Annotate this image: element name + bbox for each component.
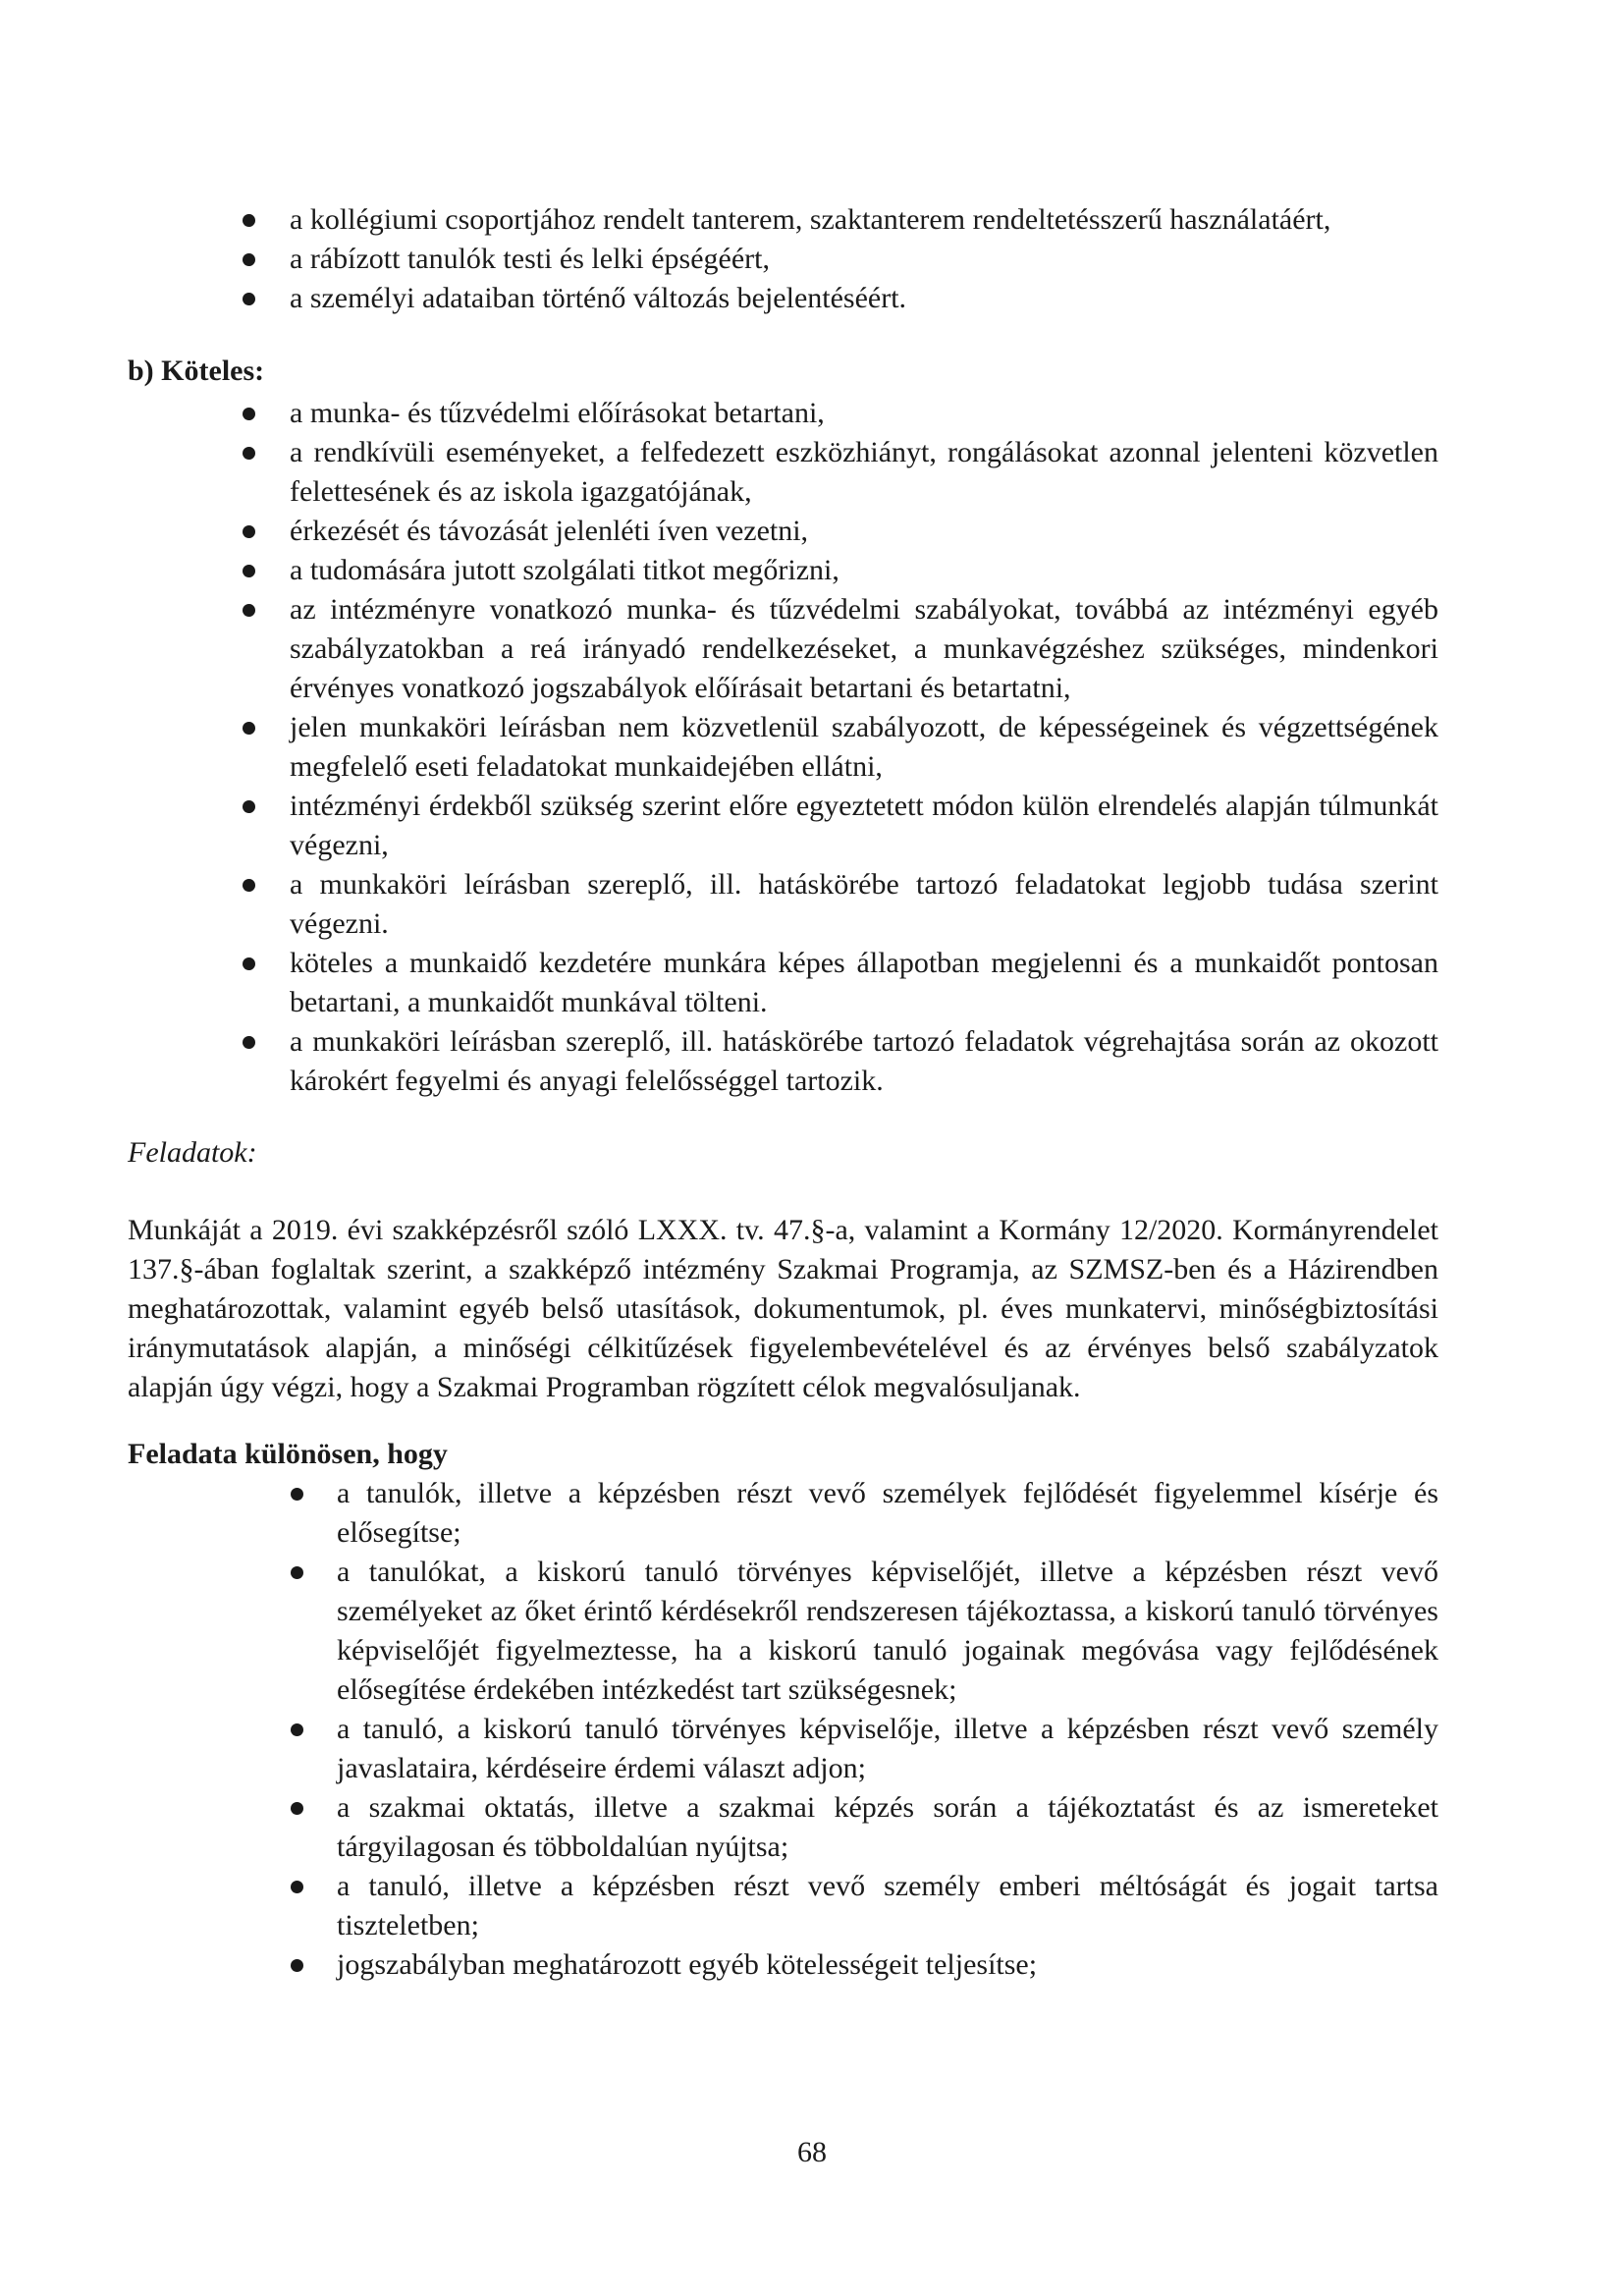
- list-item: [128, 590, 1438, 708]
- bullet-icon: [243, 214, 255, 227]
- list-item-text: intézményi érdekből szükség szerint előre egyeztetett módon külön elrendelés alapján túlmunkát végezni,: [290, 790, 1438, 861]
- bullet-icon: [243, 565, 255, 577]
- list-item-text: a személyi adataiban történő változás bejelentéséért.: [290, 282, 907, 314]
- bullet-icon: [291, 1802, 303, 1815]
- bullet-icon: [291, 1566, 303, 1579]
- list-item-text: érkezését és távozását jelenléti íven vezetni,: [290, 515, 809, 547]
- bullet-icon: [243, 722, 255, 735]
- list-item: [128, 551, 1438, 590]
- list-item: [128, 1867, 1438, 1945]
- bullet-icon: [243, 800, 255, 813]
- list-item: [128, 787, 1438, 865]
- list-item: [128, 279, 1438, 318]
- bullet-icon: [243, 525, 255, 538]
- bullet-icon: [291, 1723, 303, 1736]
- list-item: [128, 1022, 1438, 1101]
- list-item: [128, 1710, 1438, 1788]
- list-item-text: a kollégiumi csoportjához rendelt tanterem, szaktanterem rendeltetésszerű használatáért,: [290, 203, 1331, 236]
- section-b-list: [128, 394, 1438, 1101]
- list-item: [128, 1474, 1438, 1553]
- list-item: [128, 512, 1438, 551]
- list-item: [128, 240, 1438, 279]
- tasks-paragraph: Munkáját a 2019. évi szakképzésről szóló LXXX. tv. 47.§-a, valamint a Kormány 12/2020. Kormányrendelet 137.§-ában foglaltak szerint, a szakképző intézmény Szakmai Programja, az SZMSZ-ben és a Házirendben meghatározottak, valamint egyéb belső utasítások, dokumentumok, pl. éves munkatervi, minőségbiztosítási iránymutatások alapján, a minőségi célkitűzések figyelembevételével és az érvényes belső szabályzatok alapján úgy végzi, hogy a Szakmai Programban rögzített célok megvalósuljanak.: [128, 1214, 1438, 1403]
- list-item-text: a munkaköri leírásban szereplő, ill. hatáskörébe tartozó feladatok végrehajtása során az okozott károkért fegyelmi és anyagi felelősséggel tartozik.: [290, 1025, 1438, 1097]
- page-content: [128, 0, 1438, 1985]
- bullet-icon: [243, 957, 255, 970]
- page-number: 68: [797, 2136, 827, 2168]
- bullet-icon: [291, 1488, 303, 1501]
- list-item-text: az intézményre vonatkozó munka- és tűzvédelmi szabályokat, továbbá az intézményi egyéb szabályzatokban a reá irányadó rendelkezéseket, a munkavégzéshez szükséges, mindenkori érvényes vonatkozó jogszabályok előírásait betartani és betartatni,: [290, 593, 1438, 704]
- list-item-text: jogszabályban meghatározott egyéb kötelességeit teljesítse;: [337, 1948, 1038, 1981]
- bullet-icon: [291, 1959, 303, 1972]
- bullet-icon: [243, 253, 255, 266]
- list-item-text: a rendkívüli eseményeket, a felfedezett eszközhiányt, rongálásokat azonnal jelenteni közvetlen felettesének és az iskola igazgatójának,: [290, 436, 1438, 508]
- list-item: [128, 433, 1438, 512]
- bullet-icon: [243, 408, 255, 420]
- list-item: [128, 200, 1438, 240]
- list-item-text: a tanuló, a kiskorú tanuló törvényes képviselője, illetve a képzésben részt vevő személy javaslataira, kérdéseire érdemi választ adjon;: [337, 1713, 1438, 1784]
- bullet-icon: [243, 447, 255, 460]
- list-item-text: jelen munkaköri leírásban nem közvetlenül szabályozott, de képességeinek és végzettségének megfelelő eseti feladatokat munkaidejében ellátni,: [290, 711, 1438, 783]
- list-item: [128, 865, 1438, 944]
- list-item-text: a munkaköri leírásban szereplő, ill. hatáskörébe tartozó feladatokat legjobb tudása szerint végezni.: [290, 868, 1438, 940]
- list-item: [128, 1945, 1438, 1985]
- bullet-icon: [243, 293, 255, 305]
- list-item-text: a szakmai oktatás, illetve a szakmai képzés során a tájékoztatást és az ismereteket tárgyilagosan és többoldalúan nyújtsa;: [337, 1791, 1438, 1863]
- section-b-heading: b) Köteles:: [128, 355, 265, 387]
- list-item: [128, 708, 1438, 787]
- bullet-icon: [243, 879, 255, 892]
- list-item-text: a tanulók, illetve a képzésben részt vevő személyek fejlődését figyelemmel kísérje és elősegítse;: [337, 1477, 1438, 1549]
- responsibilities-list: [128, 200, 1438, 318]
- list-item: [128, 1788, 1438, 1867]
- bullet-icon: [291, 1881, 303, 1893]
- list-item: [128, 1553, 1438, 1710]
- list-item: [128, 394, 1438, 433]
- bullet-icon: [243, 1036, 255, 1049]
- list-item: [128, 944, 1438, 1022]
- list-item-text: a tudomására jutott szolgálati titkot megőrizni,: [290, 554, 839, 586]
- duties-list: [128, 1474, 1438, 1985]
- list-item-text: a tanuló, illetve a képzésben részt vevő személy emberi méltóságát és jogait tartsa tiszteletben;: [337, 1870, 1438, 1941]
- list-item-text: a tanulókat, a kiskorú tanuló törvényes képviselőjét, illetve a képzésben részt vevő személyeket az őket érintő kérdésekről rendszeresen tájékoztassa, a kiskorú tanuló törvényes képviselőjét figyelmeztesse, ha a kiskorú tanuló jogainak megóvása vagy fejlődésének elősegítése érdekében intézkedést tart szükségesnek;: [337, 1556, 1438, 1706]
- bullet-icon: [243, 604, 255, 617]
- list-item-text: köteles a munkaidő kezdetére munkára képes állapotban megjelenni és a munkaidőt pontosan betartani, a munkaidőt munkával tölteni.: [290, 947, 1438, 1018]
- duties-heading: Feladata különösen, hogy: [128, 1438, 448, 1470]
- tasks-heading: Feladatok:: [128, 1136, 257, 1169]
- list-item-text: a rábízott tanulók testi és lelki épségéért,: [290, 243, 770, 275]
- list-item-text: a munka- és tűzvédelmi előírásokat betartani,: [290, 397, 825, 429]
